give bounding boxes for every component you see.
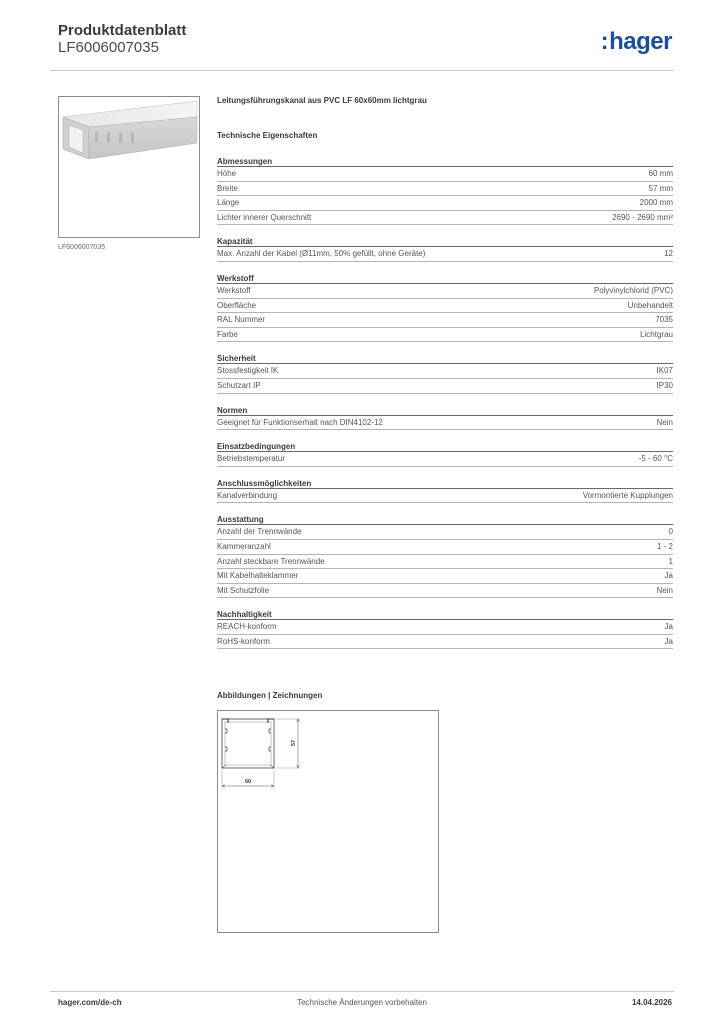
- spec-row: [217, 452, 673, 467]
- spec-value: 2690 - 2690 mm²: [612, 212, 673, 222]
- spec-label: Max. Anzahl der Kabel (Ø11mm, 50% gefüllt, ohne Geräte): [217, 249, 426, 259]
- spec-section: [217, 236, 673, 262]
- spec-row: [217, 284, 673, 299]
- section-title: Abmessungen: [217, 156, 673, 167]
- spec-label: Farbe: [217, 329, 238, 339]
- image-caption: LF6006007035: [58, 244, 106, 251]
- cable-duct-illustration: [59, 97, 200, 238]
- spec-label: RoHS-konform: [217, 636, 270, 646]
- spec-label: Schutzart IP: [217, 380, 261, 390]
- spec-value: 7035: [655, 315, 673, 325]
- spec-label: Betriebstemperatur: [217, 454, 286, 464]
- spec-row: [217, 247, 673, 262]
- spec-label: Höhe: [217, 169, 237, 178]
- spec-label: Mit Kabelhalteklammer: [217, 571, 299, 581]
- spec-row: [217, 167, 673, 182]
- spec-label: Werkstoff: [217, 285, 251, 295]
- page-title: Produktdatenblatt: [58, 22, 187, 39]
- drawing-box: [217, 710, 439, 933]
- spec-section: [217, 156, 673, 225]
- footer-divider: [50, 991, 674, 992]
- spec-value: 1 - 2: [656, 541, 673, 551]
- spec-section: [217, 405, 673, 431]
- spec-row: [217, 489, 673, 504]
- spec-value: 60 mm: [648, 169, 673, 178]
- spec-value: 57 mm: [648, 183, 673, 193]
- spec-row: [217, 196, 673, 211]
- spec-value: Lichtgrau: [640, 329, 673, 339]
- spec-label: Oberfläche: [217, 300, 257, 310]
- spec-value: Nein: [656, 417, 673, 427]
- spec-row: [217, 620, 673, 635]
- spec-value: Ja: [664, 622, 673, 632]
- spec-value: Nein: [656, 585, 673, 595]
- article-number: LF6006007035: [58, 39, 159, 56]
- spec-label: Breite: [217, 183, 238, 193]
- spec-row: [217, 584, 673, 599]
- spec-section: [217, 609, 673, 649]
- spec-row: [217, 379, 673, 394]
- hager-logo[interactable]: :hager: [600, 28, 672, 55]
- spec-value: Polyvinylchlorid (PVC): [593, 285, 673, 295]
- spec-sections: [217, 156, 673, 649]
- section-title: Nachhaltigkeit: [217, 609, 673, 620]
- spec-value: Ja: [664, 636, 673, 646]
- spec-row: [217, 525, 673, 540]
- spec-value: 0: [668, 527, 673, 537]
- height-dimension-label: 57: [291, 739, 297, 746]
- spec-label: Stossfestigkeit IK: [217, 366, 279, 376]
- section-title: Anschlussmöglichkeiten: [217, 478, 673, 489]
- tech-properties-heading: Technische Eigenschaften: [217, 131, 318, 140]
- section-title: Einsatzbedingungen: [217, 441, 673, 452]
- product-image: [58, 96, 200, 238]
- spec-label: Anzahl der Trennwände: [217, 527, 302, 537]
- section-title: Sicherheit: [217, 353, 673, 364]
- section-title: Werkstoff: [217, 273, 673, 284]
- spec-label: Anzahl steckbare Trennwände: [217, 556, 325, 566]
- spec-row: [217, 328, 673, 343]
- spec-row: [217, 299, 673, 314]
- spec-label: Lichter innerer Querschnitt: [217, 212, 312, 222]
- section-title: Ausstattung: [217, 514, 673, 525]
- spec-value: Vormontierte Kupplungen: [582, 490, 673, 500]
- spec-row: [217, 313, 673, 328]
- drawings-heading: Abbildungen | Zeichnungen: [217, 691, 323, 700]
- section-title: Kapazität: [217, 236, 673, 247]
- spec-row: [217, 182, 673, 197]
- footer-notice: Technische Änderungen vorbehalten: [297, 998, 427, 1007]
- spec-label: REACH-konform: [217, 622, 277, 632]
- spec-content: [217, 96, 673, 649]
- spec-value: Unbehandelt: [627, 300, 673, 310]
- spec-label: Geeignet für Funktionserhalt nach DIN4102-12: [217, 417, 383, 427]
- spec-value: IK07: [656, 366, 673, 376]
- spec-section: [217, 514, 673, 598]
- header-divider: [50, 70, 674, 71]
- spec-value: Ja: [664, 571, 673, 581]
- spec-row: [217, 555, 673, 570]
- spec-row: [217, 416, 673, 431]
- spec-label: Kanalverbindung: [217, 490, 278, 500]
- spec-section: [217, 353, 673, 393]
- footer-date: 14.04.2026: [631, 998, 672, 1007]
- spec-value: -5 - 60 °C: [638, 454, 673, 464]
- spec-row: [217, 364, 673, 379]
- spec-label: Mit Schutzfolie: [217, 585, 270, 595]
- logo-text: hager: [609, 28, 672, 55]
- spec-row: [217, 569, 673, 584]
- section-title: Normen: [217, 405, 673, 416]
- footer-website-link[interactable]: hager.com/de-ch: [58, 998, 122, 1007]
- spec-section: [217, 478, 673, 504]
- spec-row: [217, 635, 673, 650]
- spec-row: [217, 211, 673, 226]
- spec-value: IP30: [656, 380, 673, 390]
- spec-row: [217, 540, 673, 555]
- product-description: Leitungsführungskanal aus PVC LF 60x60mm lichtgrau: [217, 96, 427, 105]
- spec-section: [217, 273, 673, 342]
- spec-label: RAL Nummer: [217, 315, 266, 325]
- spec-value: 2000 mm: [639, 198, 673, 208]
- cross-section-drawing: [218, 711, 440, 934]
- spec-section: [217, 441, 673, 467]
- spec-label: Länge: [217, 198, 240, 208]
- spec-value: 12: [664, 249, 673, 259]
- spec-value: 1: [668, 556, 673, 566]
- width-dimension-label: 60: [245, 779, 252, 785]
- spec-label: Kammeranzahl: [217, 541, 271, 551]
